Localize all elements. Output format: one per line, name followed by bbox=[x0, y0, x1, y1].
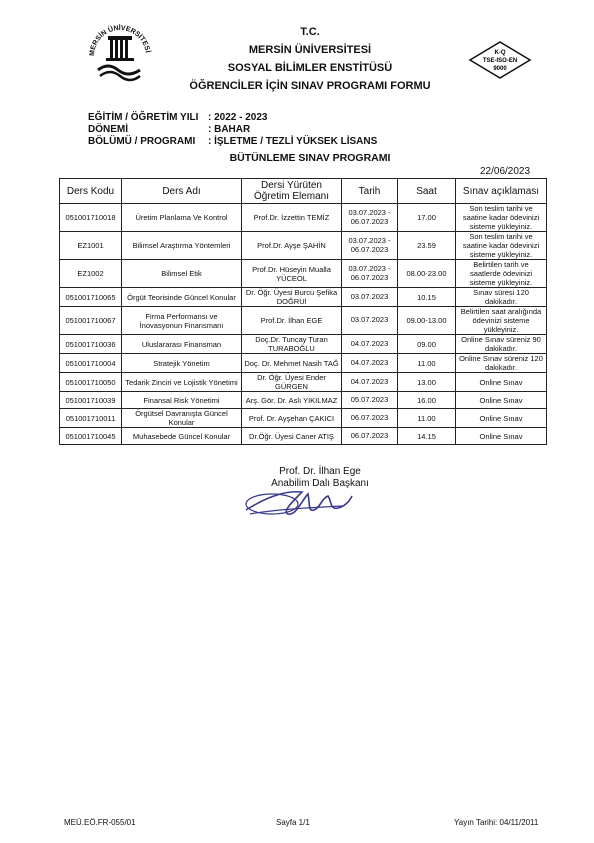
instructor-cell: Doç. Dr. Mehmet Nasih TAĞ bbox=[242, 354, 342, 373]
exam-date-cell: 06.07.2023 bbox=[342, 428, 398, 445]
table-row bbox=[60, 409, 547, 428]
course-name-cell: Bilimsel Etik bbox=[122, 260, 242, 288]
course-code-cell: EZ1002 bbox=[60, 260, 122, 288]
instructor-cell: Doç.Dr. Tuncay Turan TURABOĞLU bbox=[242, 335, 342, 354]
exam-date-cell: 03.07.2023 bbox=[342, 288, 398, 307]
svg-text:9000: 9000 bbox=[493, 66, 507, 72]
svg-text:TSE-ISO-EN: TSE-ISO-EN bbox=[482, 58, 518, 64]
exam-time-cell: 16.00 bbox=[398, 392, 456, 409]
course-code-cell: 051001710045 bbox=[60, 428, 122, 445]
exam-date-cell: 04.07.2023 bbox=[342, 373, 398, 392]
form-code: MEÜ.EÖ.FR-055/01 bbox=[64, 818, 136, 827]
year-label: EĞİTİM / ÖĞRETİM YILI bbox=[88, 112, 199, 123]
course-code-cell: 051001710039 bbox=[60, 392, 122, 409]
instructor-cell: Prof.Dr. Ayşe ŞAHİN bbox=[242, 232, 342, 260]
course-name-cell: Örgütsel Davranışta Güncel Konular bbox=[122, 409, 242, 428]
exam-date-cell: 04.07.2023 bbox=[342, 335, 398, 354]
table-row bbox=[60, 354, 547, 373]
col-header: Sınav açıklaması bbox=[456, 179, 547, 204]
exam-note-cell: Online Sınav bbox=[456, 373, 547, 392]
year-value: : 2022 - 2023 bbox=[208, 112, 268, 123]
document-date: 22/06/2023 bbox=[480, 166, 531, 177]
exam-time-cell: 09.00-13.00 bbox=[398, 307, 456, 335]
table-row bbox=[60, 232, 547, 260]
exam-note-cell: Online Sınav bbox=[456, 428, 547, 445]
exam-note-cell: Online Sınav bbox=[456, 409, 547, 428]
dept-value: : İŞLETME / TEZLİ YÜKSEK LİSANS bbox=[208, 136, 378, 147]
instructor-cell: Prof.Dr. İzzettin TEMİZ bbox=[242, 204, 342, 232]
university-logo-icon bbox=[84, 16, 154, 86]
instructor-cell: Prof.Dr. Hüseyin Mualla YÜCEOL bbox=[242, 260, 342, 288]
svg-text:K-Q: K-Q bbox=[494, 50, 506, 56]
course-name-cell: Stratejik Yönetim bbox=[122, 354, 242, 373]
course-code-cell: 051001710004 bbox=[60, 354, 122, 373]
course-name-cell: Tedarik Zinciri ve Lojistik Yönetimi bbox=[122, 373, 242, 392]
exam-date-cell: 06.07.2023 bbox=[342, 409, 398, 428]
publication-date: Yayın Tarihi: 04/11/2011 bbox=[454, 818, 539, 827]
exam-date-cell: 03.07.2023 - 06.07.2023 bbox=[342, 232, 398, 260]
course-name-cell: Finansal Risk Yönetimi bbox=[122, 392, 242, 409]
table-row bbox=[60, 204, 547, 232]
course-code-cell: 051001710036 bbox=[60, 335, 122, 354]
instructor-cell: Dr. Öğr. Üyesi Burcu Şefika DOĞRUl bbox=[242, 288, 342, 307]
term-label: DÖNEMİ bbox=[88, 124, 128, 135]
table-row bbox=[60, 307, 547, 335]
course-name-cell: Uluslararası Finansman bbox=[122, 335, 242, 354]
term-value: : BAHAR bbox=[208, 124, 251, 135]
tse-certificate-icon bbox=[468, 40, 532, 80]
table-row bbox=[60, 373, 547, 392]
table-row bbox=[60, 335, 547, 354]
exam-date-cell: 03.07.2023 - 06.07.2023 bbox=[342, 260, 398, 288]
signatory-name: Prof. Dr. İlhan Ege bbox=[279, 466, 361, 477]
exam-date-cell: 03.07.2023 - 06.07.2023 bbox=[342, 204, 398, 232]
dept-label: BÖLÜMÜ / PROGRAMI bbox=[88, 136, 196, 147]
signatory-title: Anabilim Dalı Başkanı bbox=[271, 478, 369, 489]
course-code-cell: 051001710050 bbox=[60, 373, 122, 392]
exam-time-cell: 14.15 bbox=[398, 428, 456, 445]
table-row bbox=[60, 392, 547, 409]
col-header: Ders Kodu bbox=[60, 179, 122, 204]
header-form-title: ÖĞRENCİLER İÇİN SINAV PROGRAMI FORMU bbox=[189, 80, 431, 92]
exam-date-cell: 03.07.2023 bbox=[342, 307, 398, 335]
exam-time-cell: 23.59 bbox=[398, 232, 456, 260]
instructor-cell: Arş. Gör. Dr. Aslı YIKILMAZ bbox=[242, 392, 342, 409]
instructor-cell: Prof. Dr. Ayşehan ÇAKICI bbox=[242, 409, 342, 428]
program-meta bbox=[88, 112, 408, 148]
col-header: Ders Adı bbox=[122, 179, 242, 204]
course-name-cell: Üretim Planlama Ve Kontrol bbox=[122, 204, 242, 232]
exam-note-cell: Son teslim tarihi ve saatine kadar ödevinizi sisteme yükleyiniz. bbox=[456, 204, 547, 232]
course-code-cell: 051001710018 bbox=[60, 204, 122, 232]
header-tc: T.C. bbox=[300, 26, 320, 38]
exam-date-cell: 05.07.2023 bbox=[342, 392, 398, 409]
course-name-cell: Firma Performansı ve İnovasyonun Finansmanı bbox=[122, 307, 242, 335]
exam-note-cell: Online Sınav süreniz 90 dakikadır. bbox=[456, 335, 547, 354]
col-header: Dersi Yürüten Öğretim Elemanı bbox=[242, 179, 342, 204]
table-header-row bbox=[60, 179, 547, 204]
exam-note-cell: Sınav süresi 120 dakikadır. bbox=[456, 288, 547, 307]
course-code-cell: 051001710011 bbox=[60, 409, 122, 428]
exam-time-cell: 17.00 bbox=[398, 204, 456, 232]
handwritten-signature-icon bbox=[242, 480, 358, 520]
exam-note-cell: Belirtilen tarih ve saatlerde ödevinizi sisteme yükleyiniz. bbox=[456, 260, 547, 288]
exam-note-cell: Online Sınav süreniz 120 dakikadır. bbox=[456, 354, 547, 373]
exam-date-cell: 04.07.2023 bbox=[342, 354, 398, 373]
instructor-cell: Dr.Öğr. Üyesi Caner ATIŞ bbox=[242, 428, 342, 445]
col-header: Tarih bbox=[342, 179, 398, 204]
exam-time-cell: 11.00 bbox=[398, 354, 456, 373]
exam-note-cell: Belirtilen saat aralığında ödevinizi sisteme yükleyiniz. bbox=[456, 307, 547, 335]
page-number: Sayfa 1/1 bbox=[276, 818, 310, 827]
exam-time-cell: 13.00 bbox=[398, 373, 456, 392]
exam-time-cell: 08.00-23.00 bbox=[398, 260, 456, 288]
exam-time-cell: 09.00 bbox=[398, 335, 456, 354]
instructor-cell: Dr. Öğr. Üyesi Ender GÜRGEN bbox=[242, 373, 342, 392]
exam-time-cell: 10.15 bbox=[398, 288, 456, 307]
table-row bbox=[60, 428, 547, 445]
course-name-cell: Muhasebede Güncel Konular bbox=[122, 428, 242, 445]
exam-schedule-table bbox=[59, 178, 547, 445]
table-row bbox=[60, 288, 547, 307]
col-header: Saat bbox=[398, 179, 456, 204]
svg-text:MERSİN ÜNİVERSİTESİ 1992: MERSİN ÜNİVERSİTESİ bbox=[88, 24, 151, 57]
course-code-cell: 051001710067 bbox=[60, 307, 122, 335]
header-university: MERSİN ÜNİVERSİTESİ bbox=[248, 44, 372, 56]
course-code-cell: EZ1001 bbox=[60, 232, 122, 260]
table-row bbox=[60, 260, 547, 288]
course-name-cell: Örgüt Teorisinde Güncel Konular bbox=[122, 288, 242, 307]
exam-time-cell: 11.00 bbox=[398, 409, 456, 428]
header-institute: SOSYAL BİLİMLER ENSTİTÜSÜ bbox=[227, 62, 393, 74]
instructor-cell: Prof.Dr. İlhan EGE bbox=[242, 307, 342, 335]
course-code-cell: 051001710065 bbox=[60, 288, 122, 307]
exam-program-title: BÜTÜNLEME SINAV PROGRAMI bbox=[229, 152, 391, 164]
course-name-cell: Bilimsel Araştırma Yöntemleri bbox=[122, 232, 242, 260]
exam-note-cell: Online Sınav bbox=[456, 392, 547, 409]
exam-note-cell: Son teslim tarihi ve saatine kadar ödevinizi sisteme yükleyiniz. bbox=[456, 232, 547, 260]
